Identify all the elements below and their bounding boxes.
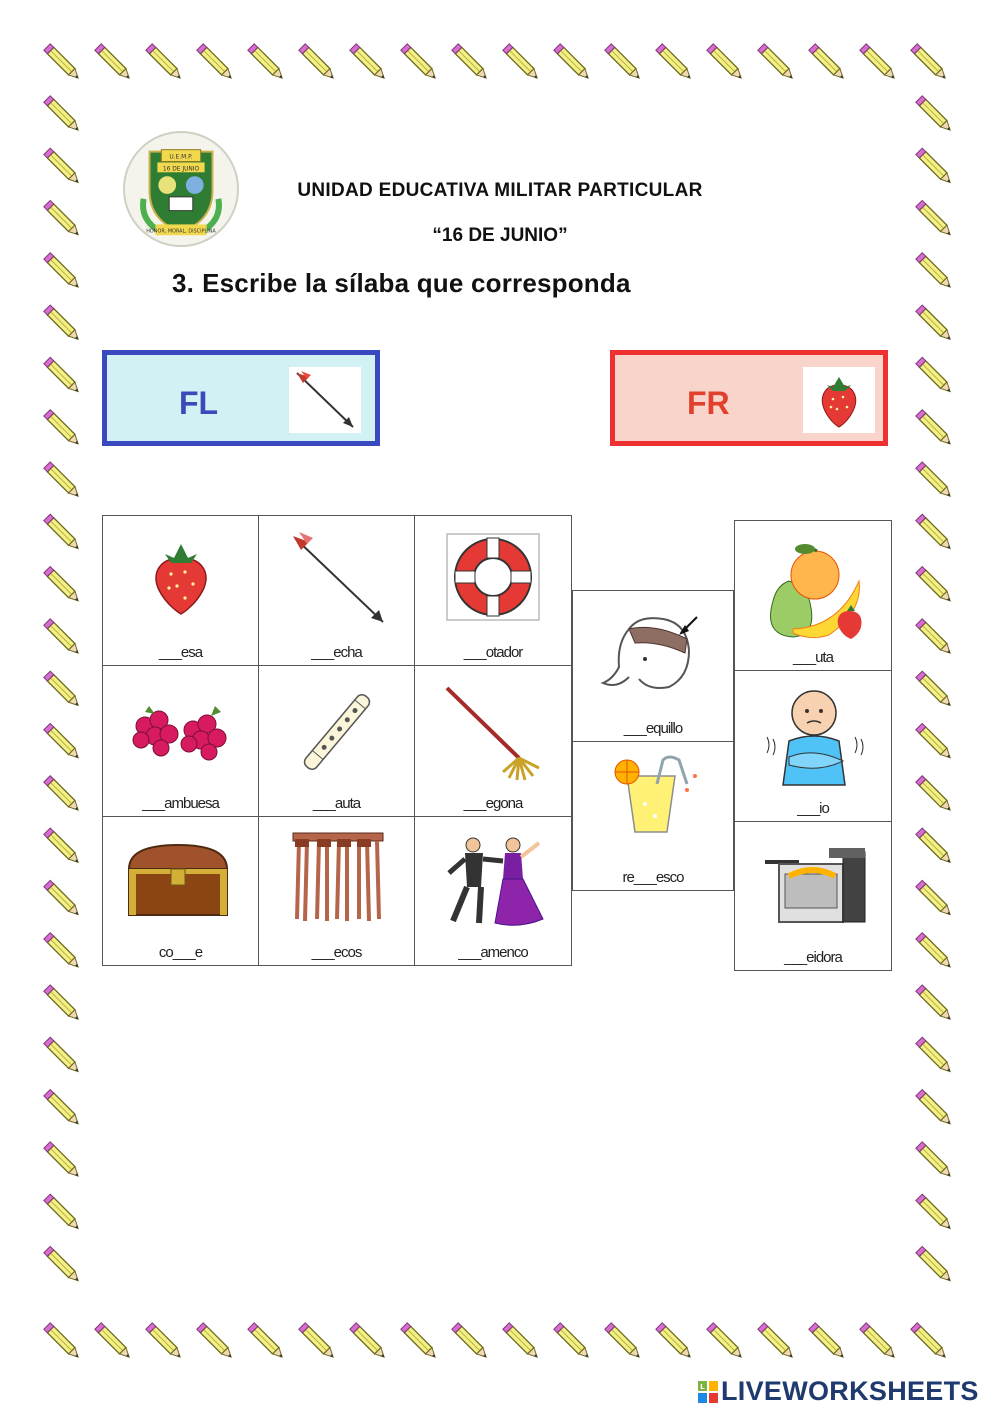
pencil-icon (197, 1323, 234, 1360)
pencil-icon (44, 1194, 81, 1231)
pencil-icon (707, 1323, 744, 1360)
pencil-icon (916, 514, 953, 551)
pencil-icon (44, 776, 81, 813)
pencil-icon (916, 671, 953, 708)
school-logo (122, 130, 240, 248)
instruction (172, 268, 631, 299)
syllable-box-fl (102, 350, 380, 446)
school-name: UNIDAD EDUCATIVA MILITAR PARTICULAR (297, 180, 703, 201)
chest-icon (123, 839, 233, 921)
pencil-icon (911, 1323, 948, 1360)
word-card (734, 520, 892, 671)
brand-text: LIVEWORKSHEETS (721, 1376, 979, 1406)
pencil-icon (44, 305, 81, 342)
pencil-icon (401, 1323, 438, 1360)
pencil-icon (503, 44, 540, 81)
cold-boy-icon (759, 685, 869, 795)
word-label: ___ambuesa (142, 795, 219, 812)
word-label: ___otador (463, 644, 523, 661)
pencil-icon (197, 44, 234, 81)
lifebuoy-icon (443, 530, 543, 624)
arrow-icon (287, 530, 391, 630)
pencil-icon (44, 1246, 81, 1283)
pencil-icon (146, 44, 183, 81)
pencil-icon (44, 253, 81, 290)
pencil-icon (248, 1323, 285, 1360)
pencil-icon (44, 1037, 81, 1074)
logo-date-text: 16 DE JUNIO (162, 166, 200, 173)
dancers-icon (439, 831, 551, 931)
word-card (102, 515, 259, 666)
fruit-icon (759, 541, 871, 641)
pencil-icon (44, 671, 81, 708)
bangs-icon (599, 613, 709, 699)
instruction-number: 3. (172, 268, 195, 298)
pencil-icon (656, 44, 693, 81)
mop-icon (439, 680, 551, 784)
pencil-icon (401, 44, 438, 81)
pencil-icon (44, 148, 81, 185)
pencil-icon (299, 1323, 336, 1360)
pencil-icon (916, 253, 953, 290)
word-card (102, 816, 259, 966)
raspberry-icon (125, 696, 237, 766)
pencil-icon (916, 410, 953, 447)
pencil-icon (44, 723, 81, 760)
pencil-icon (44, 880, 81, 917)
fryer-icon (759, 844, 869, 928)
arrow-icon (289, 367, 361, 433)
liveworksheets-brand (698, 1376, 979, 1407)
pencil-icon (916, 357, 953, 394)
pencil-icon (916, 933, 953, 970)
pencil-icon (44, 619, 81, 656)
word-card (572, 741, 734, 891)
pencil-icon (916, 1246, 953, 1283)
pencil-icon (916, 96, 953, 133)
word-card (258, 515, 415, 666)
syllable-box-fr (610, 350, 888, 446)
pencil-icon (350, 1323, 387, 1360)
pencil-icon (44, 1090, 81, 1127)
strawberry-icon (803, 367, 875, 433)
pencil-icon (758, 1323, 795, 1360)
pencil-icon (916, 1142, 953, 1179)
pencil-icon (916, 305, 953, 342)
pencil-icon (452, 44, 489, 81)
word-card (414, 515, 572, 666)
word-label: ___eidora (784, 949, 842, 966)
pencil-icon (916, 200, 953, 237)
liveworksheets-logo-icon (698, 1381, 718, 1403)
pencil-icon (656, 1323, 693, 1360)
pencil-icon (605, 44, 642, 81)
pencil-icon (44, 96, 81, 133)
pencil-icon (44, 357, 81, 394)
pencil-icon (916, 619, 953, 656)
school-date: “16 DE JUNIO” (432, 225, 568, 246)
pencil-icon (916, 1194, 953, 1231)
pencil-icon (809, 44, 846, 81)
pencil-icon (44, 44, 81, 81)
word-card (734, 670, 892, 822)
pencil-icon (916, 462, 953, 499)
word-label: ___amenco (458, 944, 528, 961)
pencil-icon (916, 828, 953, 865)
pencil-icon (44, 933, 81, 970)
word-label: ___equillo (623, 720, 683, 737)
word-card (102, 665, 259, 817)
pencil-icon (44, 828, 81, 865)
pencil-icon (452, 1323, 489, 1360)
syllable-label-fl: FL (179, 385, 219, 421)
brand-logo-letter: L (700, 1383, 705, 1391)
logo-top-text: U.E.M.P. (169, 154, 193, 161)
pencil-icon (44, 1323, 81, 1360)
word-card (734, 821, 892, 971)
word-label: co___e (158, 944, 203, 961)
pencil-icon (860, 44, 897, 81)
logo-motto: HONOR, MORAL, DISCIPLINA (146, 228, 216, 235)
pencil-icon (44, 514, 81, 551)
pencil-icon (95, 44, 132, 81)
pencil-icon (758, 44, 795, 81)
pencil-icon (44, 410, 81, 447)
pencil-icon (503, 1323, 540, 1360)
word-card (414, 816, 572, 966)
pencil-icon (554, 44, 591, 81)
pencil-icon (605, 1323, 642, 1360)
word-label: ___uta (793, 649, 833, 666)
pencil-icon (350, 44, 387, 81)
strawberry-icon (143, 538, 219, 618)
instruction-text: Escribe la sílaba que corresponda (202, 268, 631, 298)
pencil-icon (860, 1323, 897, 1360)
pencil-icon (248, 44, 285, 81)
pencil-icon (95, 1323, 132, 1360)
word-label: ___echa (311, 644, 362, 661)
word-label: ___esa (158, 644, 203, 661)
pencil-icon (916, 1037, 953, 1074)
pencil-icon (44, 985, 81, 1022)
pencil-icon (916, 723, 953, 760)
pencil-icon (911, 44, 948, 81)
syllable-label-fr: FR (687, 385, 730, 421)
pencil-icon (916, 567, 953, 604)
lemonade-icon (607, 754, 699, 838)
pencil-icon (44, 462, 81, 499)
pencil-icon (44, 1142, 81, 1179)
pencil-icon (916, 1090, 953, 1127)
word-card (414, 665, 572, 817)
pencil-icon (44, 200, 81, 237)
word-label: ___auta (312, 795, 361, 812)
pencil-icon (707, 44, 744, 81)
pencil-icon (916, 148, 953, 185)
pencil-icon (809, 1323, 846, 1360)
pencil-icon (916, 985, 953, 1022)
pencil-icon (146, 1323, 183, 1360)
pencil-icon (916, 880, 953, 917)
pencil-icon (299, 44, 336, 81)
word-label: ___io (797, 800, 829, 817)
word-label: ___ecos (311, 944, 362, 961)
pencil-icon (916, 776, 953, 813)
word-card (572, 590, 734, 742)
pencil-icon (44, 567, 81, 604)
word-card (258, 665, 415, 817)
word-label: re___esco (622, 869, 684, 886)
pencil-icon (554, 1323, 591, 1360)
word-label: ___egona (463, 795, 523, 812)
flute-icon (287, 684, 387, 780)
word-card (258, 816, 415, 966)
fringe-icon (289, 829, 387, 925)
